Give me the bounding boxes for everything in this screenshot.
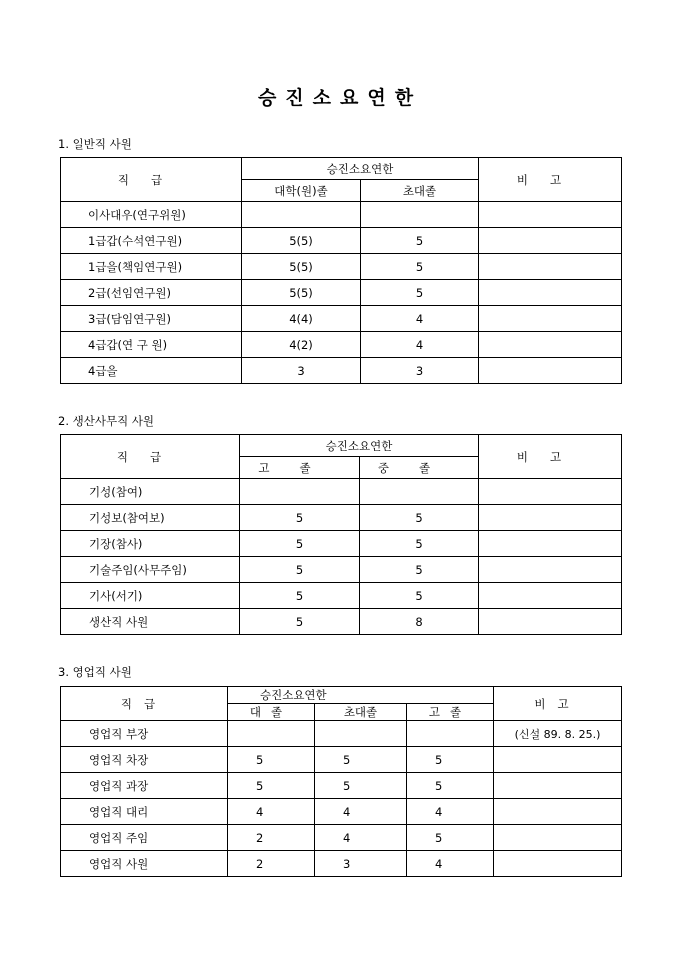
years-cell: [228, 721, 315, 747]
years-cell: 5: [240, 505, 360, 531]
header-university: 대졸: [228, 704, 315, 721]
header-highschool: 고졸: [407, 704, 494, 721]
years-cell: 4(4): [242, 306, 361, 332]
years-cell: 4: [361, 306, 479, 332]
header-years: 승진소요연한: [228, 687, 494, 704]
note-cell: [479, 332, 622, 358]
table-row: [61, 332, 622, 358]
years-cell: 5(5): [242, 280, 361, 306]
years-cell: 5: [315, 773, 407, 799]
table-row: [61, 557, 622, 583]
years-cell: 5: [360, 583, 479, 609]
header-note: 비고: [479, 435, 622, 479]
section3-heading: 3. 영업직 사원: [58, 665, 132, 679]
years-cell: 5: [315, 747, 407, 773]
rank-cell: 기사(서기): [61, 583, 240, 609]
table-row: [61, 721, 622, 747]
note-cell: (신설 89. 8. 25.): [494, 721, 622, 747]
header-rank: 직급: [61, 158, 242, 202]
years-cell: 5: [360, 557, 479, 583]
table-row: [61, 851, 622, 877]
years-cell: 5: [407, 773, 494, 799]
table-row: [61, 747, 622, 773]
years-cell: 5: [407, 747, 494, 773]
document-title: 승진소요연한: [257, 87, 423, 109]
note-cell: [479, 202, 622, 228]
table-row: [61, 254, 622, 280]
rank-cell: 생산직 사원: [61, 609, 240, 635]
rank-cell: 1급을(책임연구원): [61, 254, 242, 280]
rank-cell: 4급을: [61, 358, 242, 384]
header-rank: 직급: [61, 435, 240, 479]
note-cell: [494, 851, 622, 877]
rank-cell: 영업직 과장: [61, 773, 228, 799]
note-cell: [479, 306, 622, 332]
note-cell: [479, 254, 622, 280]
table-row: [61, 228, 622, 254]
note-cell: [479, 531, 622, 557]
years-cell: [360, 479, 479, 505]
years-cell: 5: [240, 583, 360, 609]
years-cell: 5(5): [242, 228, 361, 254]
rank-cell: 영업직 주임: [61, 825, 228, 851]
header-years: 승진소요연한: [242, 158, 479, 180]
years-cell: 5: [361, 280, 479, 306]
years-cell: 5: [361, 254, 479, 280]
years-cell: 4(2): [242, 332, 361, 358]
general-staff-table: [60, 157, 622, 384]
years-cell: 3: [315, 851, 407, 877]
years-cell: [361, 202, 479, 228]
years-cell: 4: [407, 799, 494, 825]
years-cell: 5: [240, 557, 360, 583]
table-row: [61, 202, 622, 228]
years-cell: 5(5): [242, 254, 361, 280]
note-cell: [479, 479, 622, 505]
note-cell: [479, 358, 622, 384]
header-highschool: 고졸: [240, 457, 360, 479]
rank-cell: 이사대우(연구위원): [61, 202, 242, 228]
rank-cell: 영업직 사원: [61, 851, 228, 877]
rank-cell: 1급갑(수석연구원): [61, 228, 242, 254]
rank-cell: 영업직 대리: [61, 799, 228, 825]
sales-staff-table: [60, 686, 622, 877]
rank-cell: 4급갑(연 구 원): [61, 332, 242, 358]
table-row: [61, 531, 622, 557]
years-cell: 5: [240, 609, 360, 635]
note-cell: [494, 747, 622, 773]
years-cell: [242, 202, 361, 228]
years-cell: [315, 721, 407, 747]
production-office-table: [60, 434, 622, 635]
years-cell: 5: [228, 747, 315, 773]
section1-heading: 1. 일반직 사원: [58, 137, 132, 151]
table-row: [61, 358, 622, 384]
rank-cell: 영업직 부장: [61, 721, 228, 747]
table-row: [61, 799, 622, 825]
note-cell: [494, 799, 622, 825]
years-cell: [407, 721, 494, 747]
note-cell: [479, 557, 622, 583]
note-cell: [494, 825, 622, 851]
header-college: 초대졸: [315, 704, 407, 721]
rank-cell: 영업직 차장: [61, 747, 228, 773]
note-cell: [494, 773, 622, 799]
rank-cell: 3급(담임연구원): [61, 306, 242, 332]
years-cell: 4: [315, 799, 407, 825]
table-row: [61, 609, 622, 635]
header-years: 승진소요연한: [240, 435, 479, 457]
years-cell: 4: [315, 825, 407, 851]
rank-cell: 기술주임(사무주임): [61, 557, 240, 583]
note-cell: [479, 505, 622, 531]
years-cell: 3: [361, 358, 479, 384]
note-cell: [479, 280, 622, 306]
years-cell: 5: [240, 531, 360, 557]
years-cell: 5: [407, 825, 494, 851]
table-row: [61, 306, 622, 332]
years-cell: 5: [360, 531, 479, 557]
rank-cell: 기성보(참여보): [61, 505, 240, 531]
years-cell: 2: [228, 825, 315, 851]
table-row: [61, 825, 622, 851]
years-cell: 5: [228, 773, 315, 799]
rank-cell: 기성(참여): [61, 479, 240, 505]
years-cell: 5: [360, 505, 479, 531]
section2-heading: 2. 생산사무직 사원: [58, 414, 155, 428]
table-row: [61, 773, 622, 799]
years-cell: 5: [361, 228, 479, 254]
header-middleschool: 중졸: [360, 457, 479, 479]
years-cell: 4: [361, 332, 479, 358]
note-cell: [479, 583, 622, 609]
header-college: 초대졸: [361, 180, 479, 202]
header-rank: 직급: [61, 687, 228, 721]
table-row: [61, 280, 622, 306]
years-cell: 3: [242, 358, 361, 384]
table-row: [61, 479, 622, 505]
note-cell: [479, 228, 622, 254]
years-cell: 4: [407, 851, 494, 877]
note-cell: [479, 609, 622, 635]
header-note: 비고: [479, 158, 622, 202]
table-row: [61, 583, 622, 609]
header-university: 대학(원)졸: [242, 180, 361, 202]
header-note: 비고: [494, 687, 622, 721]
years-cell: [240, 479, 360, 505]
table-row: [61, 505, 622, 531]
years-cell: 4: [228, 799, 315, 825]
rank-cell: 2급(선임연구원): [61, 280, 242, 306]
rank-cell: 기장(참사): [61, 531, 240, 557]
years-cell: 2: [228, 851, 315, 877]
years-cell: 8: [360, 609, 479, 635]
